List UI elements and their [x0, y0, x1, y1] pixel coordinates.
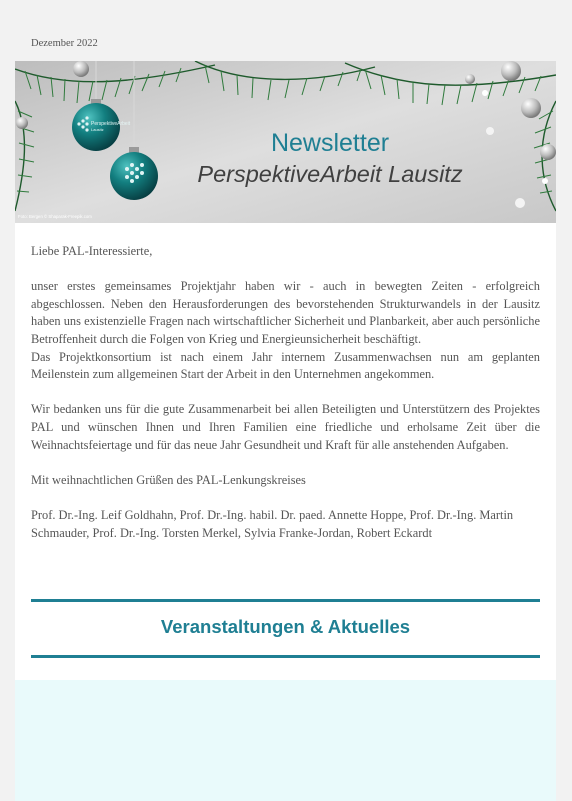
letter-section [15, 223, 556, 680]
banner-subtitle: PerspektiveArbeit Lausitz [197, 161, 463, 187]
silver-bauble-decoration [73, 61, 89, 77]
letter-paragraph: Das Projektkonsortium ist nach einem Jahr internem Zusammenwachsen nun am geplanten Meilenstein zum allgemeinen Start der Arbeit in den Unternehmen angekommen. [31, 349, 540, 382]
section-heading: Veranstaltungen & Aktuelles [160, 616, 411, 637]
silver-bauble-decoration [16, 117, 28, 129]
section-divider-bottom [31, 655, 540, 658]
banner-title: Newsletter [270, 129, 390, 157]
newsletter-date: Dezember 2022 [31, 38, 98, 49]
photo-credit: Foto: Bergen © Shaparak-Freepik.com [18, 214, 92, 219]
teal-ornament-icon [110, 152, 158, 200]
silver-bauble-decoration [501, 61, 521, 81]
small-pearl-decoration [482, 90, 488, 96]
silver-bauble-decoration [540, 144, 556, 160]
banner-graphic [15, 61, 556, 223]
events-panel [15, 680, 556, 801]
closing-line: Mit weihnachtlichen Grüßen des PAL-Lenkungskreises [31, 472, 306, 487]
silver-bauble-decoration [521, 98, 541, 118]
salutation: Liebe PAL-Interessierte, [31, 244, 153, 258]
small-pearl-decoration [542, 178, 548, 184]
newsletter-banner [15, 61, 556, 223]
letter-paragraph: unser erstes gemeinsames Projektjahr haben wir - auch in bewegten Zeiten - erfolgreich abgeschlossen. Neben den Herausforderungen des bevorstehenden Strukturwandels in der Lausitz haben uns existenzielle Fragen nach wirtschaftlicher Sicherheit und Planbarkeit, aber auch persönliche Betroffenheit durch die Folgen von Krieg und Energieunsicherheit beschäftigt. [31, 279, 540, 346]
section-divider-top [31, 599, 540, 602]
silver-bauble-decoration [465, 74, 475, 84]
ornament-sublabel: Lausitz [91, 127, 104, 132]
small-pearl-decoration [515, 198, 525, 208]
ornament-label: PerspektiveArbeit [91, 121, 131, 127]
signatories: Prof. Dr.-Ing. Leif Goldhahn, Prof. Dr.-Ing. habil. Dr. paed. Annette Hoppe, Prof. Dr.-Ing. Martin Schmauder, Prof. Dr.-Ing. Torsten Merkel, Sylvia Franke-Jordan, Robert Eckardt [31, 507, 514, 540]
letter-body [31, 243, 540, 542]
small-pearl-decoration [486, 127, 494, 135]
letter-paragraph: Wir bedanken uns für die gute Zusammenarbeit bei allen Beteiligten und Unterstützern des Projektes PAL und wünschen Ihnen und Ihren Familien eine friedliche und erholsame Zeit über die Weihnachtsfeiertage und für das neue Jahr Gesundheit und Kraft für alle anstehenden Aufgaben. [31, 402, 540, 452]
